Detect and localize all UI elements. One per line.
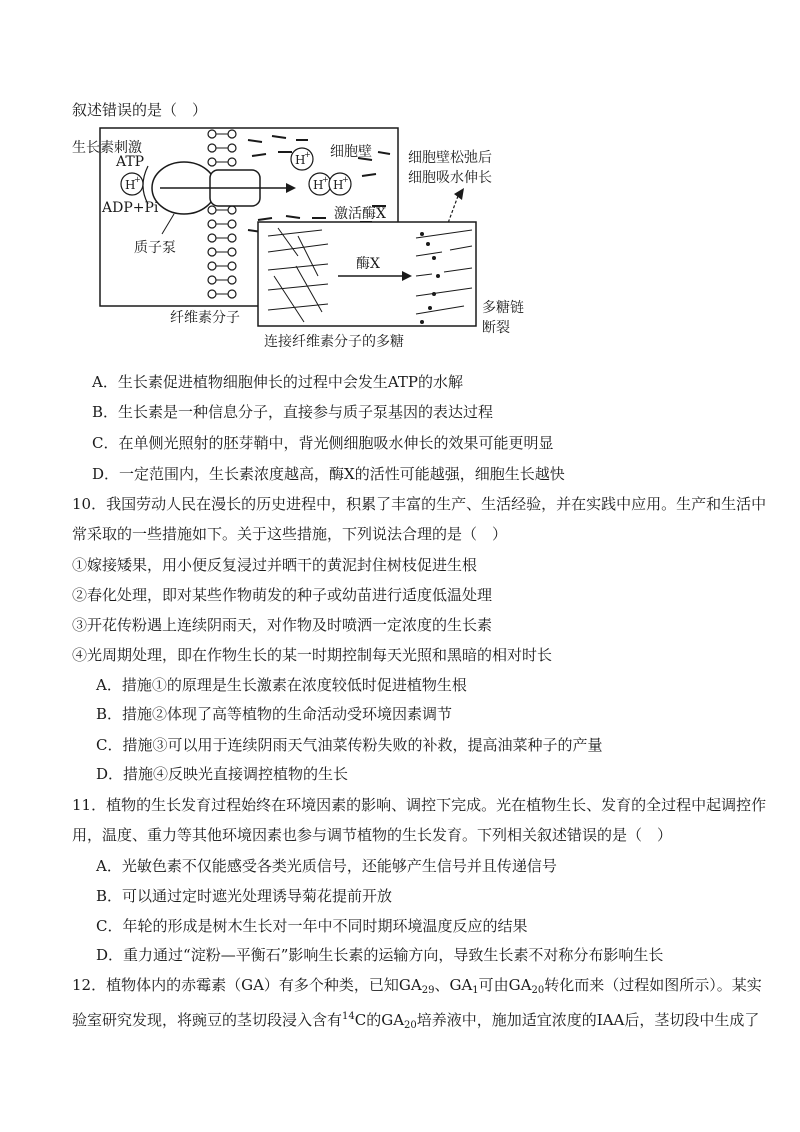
q12-text: 培养液中，施加适宜浓度的IAA后，茎切段中生成了 — [416, 1011, 760, 1029]
wall-loosen-label-1: 细胞壁松弛后 — [408, 150, 492, 166]
h-charge: + — [134, 175, 141, 184]
q12-text: 可由GA — [478, 976, 532, 994]
subscript: 20 — [404, 1020, 417, 1031]
atp-label: ATP — [116, 154, 145, 170]
chain-break-label-1: 多糖链 — [482, 300, 524, 316]
q10-statement-1: ①嫁接矮果，用小便反复浸过并晒干的黄泥封住树枝促进生根 — [72, 556, 478, 574]
question-intro: 叙述错误的是（ ） — [72, 101, 208, 119]
q9-option-a: A．生长素促进植物细胞伸长的过程中会发生ATP的水解 — [92, 373, 463, 391]
q9-option-b: B．生长素是一种信息分子，直接参与质子泵基因的表达过程 — [92, 403, 494, 421]
cell-wall-label: 细胞壁 — [330, 144, 372, 160]
cellulose-label: 纤维素分子 — [170, 310, 240, 326]
q11-option-c: C．年轮的形成是树木生长对一年中不同时期环境温度反应的结果 — [96, 917, 528, 935]
h-ion-label: H — [333, 178, 344, 192]
q12-text: 验室研究发现，将豌豆的茎切段浸入含有 — [72, 1011, 343, 1029]
h-ion-label: H — [313, 178, 324, 192]
q10-stem-line-1: 10．我国劳动人民在漫长的历史进程中，积累了丰富的生产、生活经验，并在实践中应用。生产和生活中 — [72, 495, 767, 513]
superscript: 14 — [342, 1011, 355, 1022]
q10-option-d: D．措施④反映光直接调控植物的生长 — [96, 765, 349, 783]
q10-stem-line-2: 常采取的一些措施如下。关于这些措施，下列说法合理的是（ ） — [72, 525, 508, 543]
enzyme-inset-box — [258, 222, 476, 326]
h-charge: + — [342, 175, 349, 184]
q11-stem-line-1: 11．植物的生长发育过程始终在环境因素的影响、调控下完成。光在植物生长、发育的全过程中起调控作 — [72, 796, 767, 814]
q12-stem-line-1 — [72, 975, 762, 1001]
q11-stem-line-2: 用，温度、重力等其他环境因素也参与调节植物的生长发育。下列相关叙述错误的是（ ） — [72, 826, 673, 844]
h-charge: + — [322, 175, 329, 184]
q10-option-c: C．措施③可以用于连续阴雨天气油菜传粉失败的补救，提高油菜种子的产量 — [96, 736, 603, 754]
q11-option-b: B．可以通过定时遮光处理诱导菊花提前开放 — [96, 887, 393, 905]
h-charge: + — [304, 150, 311, 159]
q11-option-d: D．重力通过“淀粉—平衡石”影响生长素的运输方向，导致生长素不对称分布影响生长 — [96, 946, 664, 964]
q12-text: 12．植物体内的赤霉素（GA）有多个种类，已知GA — [72, 976, 422, 994]
h-ion-label: H — [125, 178, 136, 192]
q11-option-a: A．光敏色素不仅能感受各类光质信号，还能够产生信号并且传递信号 — [96, 857, 557, 875]
q12-text: 转化而来（过程如图所示）。某实 — [544, 976, 762, 994]
proton-pump-label: 质子泵 — [134, 240, 176, 256]
cell-membrane — [208, 130, 236, 298]
chain-break-label-2: 断裂 — [482, 320, 510, 336]
activate-enzyme-label: 激活酶X — [334, 206, 386, 222]
q12-text: C的GA — [354, 1011, 405, 1029]
enzyme-label: 酶X — [356, 256, 380, 272]
wall-loosen-label-2: 细胞吸水伸长 — [408, 170, 492, 186]
atp-arrow — [143, 166, 148, 204]
q10-option-b: B．措施②体现了高等植物的生命活动受环境因素调节 — [96, 705, 453, 723]
h-ion-label: H — [295, 153, 306, 167]
q10-statement-3: ③开花传粉遇上连续阴雨天，对作物及时喷洒一定浓度的生长素 — [72, 616, 493, 634]
q12-text: 、GA — [434, 976, 473, 994]
q10-statement-2: ②春化处理，即对某些作物萌发的种子或幼苗进行适度低温处理 — [72, 586, 493, 604]
adp-label: ADP+Pi — [102, 200, 159, 216]
auxin-stimulus-label: 生长素刺激 — [72, 140, 142, 156]
subscript: 20 — [531, 985, 545, 996]
q10-statement-4: ④光周期处理，即在作物生长的某一时期控制每天光照和黑暗的相对时长 — [72, 646, 553, 664]
polysaccharide-label: 连接纤维素分子的多糖 — [264, 334, 404, 350]
subscript: 29 — [421, 985, 435, 996]
subscript: 1 — [472, 985, 479, 996]
auxin-cell-wall-diagram — [72, 126, 524, 350]
q9-option-d: D．一定范围内，生长素浓度越高，酶X的活性可能越强，细胞生长越快 — [92, 465, 565, 483]
q12-stem-line-2 — [72, 1007, 759, 1036]
q9-option-c: C．在单侧光照射的胚芽鞘中，背光侧细胞吸水伸长的效果可能更明显 — [92, 434, 554, 452]
q10-option-a: A．措施①的原理是生长激素在浓度较低时促进植物生根 — [96, 676, 467, 694]
